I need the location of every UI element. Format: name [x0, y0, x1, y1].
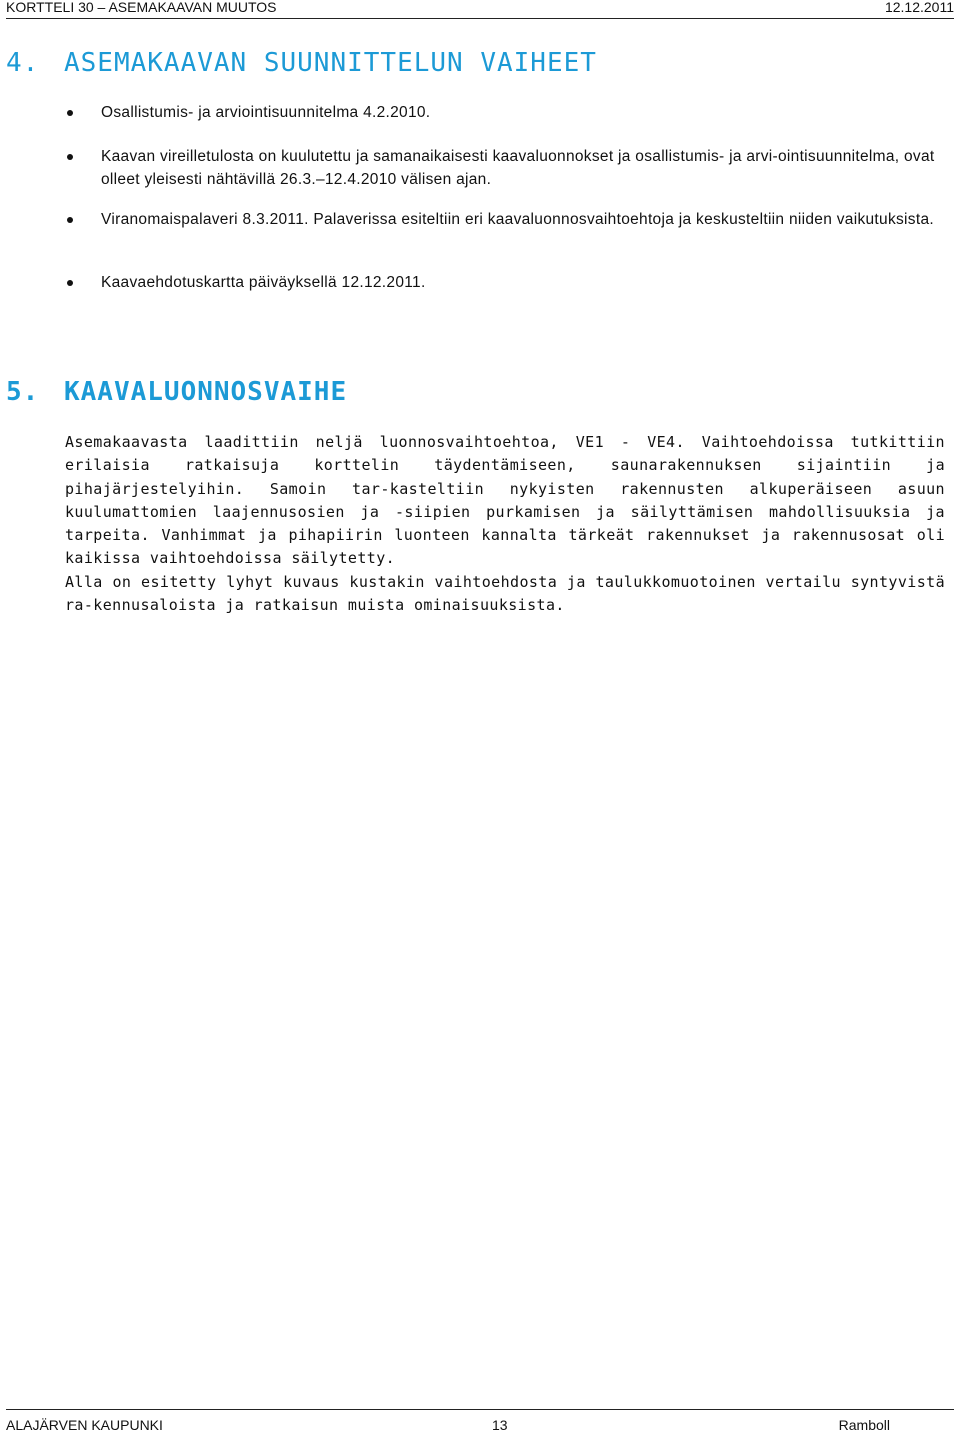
- bullet-icon: [67, 110, 73, 116]
- section-4-number: 4.: [6, 48, 40, 78]
- footer-organization: ALAJÄRVEN KAUPUNKI: [6, 1417, 163, 1433]
- footer-company: Ramboll: [838, 1417, 890, 1433]
- bullet-icon: [67, 280, 73, 286]
- document-date: 12.12.2011: [884, 0, 954, 15]
- list-item: [101, 271, 951, 294]
- page-header: [6, 0, 954, 19]
- page-number: 13: [492, 1417, 508, 1433]
- section-4-title: ASEMAKAAVAN SUUNNITTELUN VAIHEET: [64, 48, 597, 78]
- bullet-icon: [67, 217, 73, 223]
- section-5-number: 5.: [6, 377, 40, 407]
- page-footer: [6, 1409, 954, 1432]
- section-5-title: KAAVALUONNOSVAIHE: [64, 377, 348, 407]
- list-item: [101, 208, 951, 231]
- list-item: [101, 145, 951, 191]
- list-item: [101, 101, 951, 124]
- list-item-text: Kaavaehdotuskartta päiväyksellä 12.12.2011.: [101, 274, 426, 291]
- section-5-paragraph: Alla on esitetty lyhyt kuvaus kustakin vaihtoehdosta ja taulukkomuotoinen vertailu syntyvistä ra-kennusaloista ja ratkaisun muista ominaisuuksista.: [65, 573, 945, 615]
- list-item-text: Viranomaispalaveri 8.3.2011. Palaverissa esiteltiin eri kaavaluonnosvaihtoehtoja ja keskusteltiin niiden vaikutuksista.: [101, 211, 934, 228]
- list-item-text: Osallistumis- ja arviointisuunnitelma 4.2.2010.: [101, 104, 431, 121]
- bullet-icon: [67, 154, 73, 160]
- document-title: KORTTELI 30 – ASEMAKAAVAN MUUTOS: [6, 0, 277, 15]
- section-5-paragraph: Asemakaavasta laadittiin neljä luonnosvaihtoehtoa, VE1 - VE4. Vaihtoehdoissa tutkittiin erilaisia ratkaisuja korttelin täydentämiseen, saunarakennuksen sijaintiin ja pihajärjestelyihin. Samoin tar-kasteltiin nykyisten rakennusten alkuperäiseen asuun kuulumattomien laajennusosien ja -siipien purkamisen ja säilyttämisen mahdollisuuksia ja tarpeita. Vanhimmat ja pihapiirin luonteen kannalta tärkeät rakennukset ja rakennusosat oli kaikissa vaihtoehdoissa säilytetty.: [65, 433, 945, 568]
- list-item-text: Kaavan vireilletulosta on kuulutettu ja samanaikaisesti kaavaluonnokset ja osallistumis- ja arvi-ointisuunnitelma, ovat olleet yleisesti nähtävillä 26.3.–12.4.2010 välisen ajan.: [101, 148, 935, 188]
- section-5-heading: [6, 377, 347, 407]
- section-4-heading: [6, 48, 597, 78]
